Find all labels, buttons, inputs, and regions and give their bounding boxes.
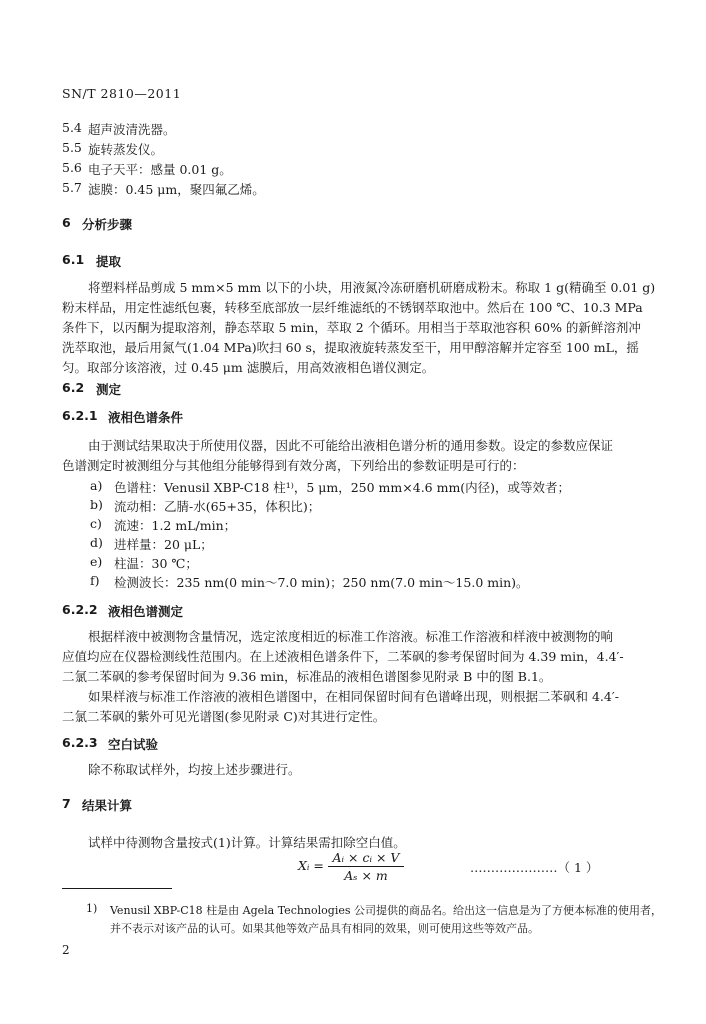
item-number: 5.7 <box>62 180 82 195</box>
paragraph-lc-intro <box>88 436 613 456</box>
section-number: 7 <box>62 796 71 811</box>
item-label: d) <box>90 535 103 550</box>
subsubsection-number: 6.2.1 <box>62 408 98 423</box>
footnote-marker: 1) <box>86 902 98 915</box>
paragraph-lc-measure-2-cont <box>62 707 385 727</box>
text-line: 条件下，以丙酮为提取溶剂，静态萃取 5 min，萃取 2 个循环。用相当于萃取池容积 60% 的新鲜溶剂冲 <box>62 320 641 335</box>
page-number: 2 <box>62 943 70 957</box>
formula-numerator: Aᵢ × cᵢ × V <box>328 850 404 867</box>
paragraph-extraction <box>88 278 656 298</box>
item-text: 进样量：20 μL； <box>114 537 213 552</box>
paragraph-blank-test: 除不称取试样外，均按上述步骤进行。 <box>88 762 301 777</box>
item-number: 5.6 <box>62 160 82 175</box>
subsection-number: 6.2 <box>62 380 85 395</box>
subsubsection-title: 液相色谱条件 <box>108 410 184 425</box>
item-label: e) <box>90 554 103 569</box>
formula-denominator: Aₛ × m <box>344 868 388 883</box>
text-line: 二氯二苯砜的参考保留时间为 9.36 min，标准品的液相色谱图参见附录 B 中的图 B.1。 <box>62 669 552 684</box>
section-number: 6 <box>62 215 71 230</box>
text-line: 二氯二苯砜的紫外可见光谱图(参见附录 C)对其进行定性。 <box>62 709 386 724</box>
subsection-title: 提取 <box>96 254 122 269</box>
text-line: 粉末样品，用定性滤纸包裹，转移至底部放一层纤维滤纸的不锈钢萃取池中。然后在 100 ℃、10.3 MPa <box>62 300 643 315</box>
item-label: a) <box>90 478 103 493</box>
paragraph-lc-intro-cont <box>62 456 525 476</box>
subsubsection-number: 6.2.3 <box>62 735 98 750</box>
formula-lhs: Xᵢ = <box>298 858 324 873</box>
subsubsection-title: 空白试验 <box>108 737 159 752</box>
formula-fraction <box>328 850 404 883</box>
footnote-line: Venusil XBP-C18 柱是由 Agela Technologies 公司提供的商品名。给出这一信息是为了方便本标准的使用者， <box>110 904 662 917</box>
text-line: 色谱测定时被测组分与其他组分能够得到有效分离，下列给出的参数证明是可行的： <box>62 458 525 473</box>
item-text: 流速：1.2 mL/min； <box>114 518 237 533</box>
item-text: 滤膜：0.45 μm，聚四氟乙烯。 <box>88 182 265 197</box>
text-line: 匀。取部分该溶液，过 0.45 μm 滤膜后，用高效液相色谱仪测定。 <box>62 360 435 375</box>
standard-code-header: SN/T 2810—2011 <box>62 86 182 101</box>
subsubsection-number: 6.2.2 <box>62 602 98 617</box>
text-line: 如果样液与标准工作溶液的液相色谱图中，在相同保留时间有色谱峰出现，则根据二苯砜和 4.4′- <box>88 689 619 704</box>
section-title: 结果计算 <box>82 798 133 813</box>
paragraph-lc-measure-1-cont <box>62 647 624 687</box>
item-label: b) <box>90 497 103 512</box>
footnote-line: 并不表示对该产品的认可。如果其他等效产品具有相同的效果，则可使用这些等效产品。 <box>110 922 539 935</box>
footnote-divider <box>62 888 172 889</box>
item-text: 超声波清洗器。 <box>88 122 176 137</box>
item-text: 色谱柱：Venusil XBP-C18 柱¹⁾，5 μm，250 mm×4.6 mm(内径)，或等效者； <box>114 480 571 495</box>
section-title: 分析步骤 <box>82 217 133 232</box>
equation-number: …………………（ 1 ） <box>470 860 599 875</box>
text-line: 应值均应在仪器检测线性范围内。在上述液相色谱条件下，二苯砜的参考保留时间为 4.39 min，4.4′- <box>62 649 624 664</box>
item-number: 5.4 <box>62 120 82 135</box>
paragraph-lc-measure-1 <box>88 627 613 647</box>
text-line: 洗萃取池，最后用氮气(1.04 MPa)吹扫 60 s，提取液旋转蒸发至干，用甲醇溶解并定容至 100 mL，摇 <box>62 340 639 355</box>
item-text: 电子天平：感量 0.01 g。 <box>88 162 232 177</box>
item-number: 5.5 <box>62 140 82 155</box>
paragraph-extraction-cont <box>62 298 644 378</box>
paragraph-calculation-intro: 试样中待测物含量按式(1)计算。计算结果需扣除空白值。 <box>88 835 406 850</box>
subsection-title: 测定 <box>96 382 122 397</box>
item-text: 柱温：30 ℃； <box>114 556 198 571</box>
item-text: 流动相：乙腈-水(65+35，体积比)； <box>114 499 321 514</box>
paragraph-lc-measure-2 <box>88 687 619 707</box>
subsection-number: 6.1 <box>62 252 85 267</box>
text-line: 由于测试结果取决于所使用仪器，因此不可能给出液相色谱分析的通用参数。设定的参数应保证 <box>88 438 614 453</box>
item-label: c) <box>90 516 102 531</box>
item-label: f) <box>90 573 100 588</box>
text-line: 将塑料样品剪成 5 mm×5 mm 以下的小块，用液氮冷冻研磨机研磨成粉末。称取 1 g(精确至 0.01 g) <box>88 280 656 295</box>
item-text: 检测波长：235 nm(0 min～7.0 min)；250 nm(7.0 min～15.0 min)。 <box>114 575 529 590</box>
text-line: 根据样液中被测物含量情况，选定浓度相近的标准工作溶液。标准工作溶液和样液中被测物的响 <box>88 629 614 644</box>
item-text: 旋转蒸发仪。 <box>88 142 164 157</box>
subsubsection-title: 液相色谱测定 <box>108 604 184 619</box>
